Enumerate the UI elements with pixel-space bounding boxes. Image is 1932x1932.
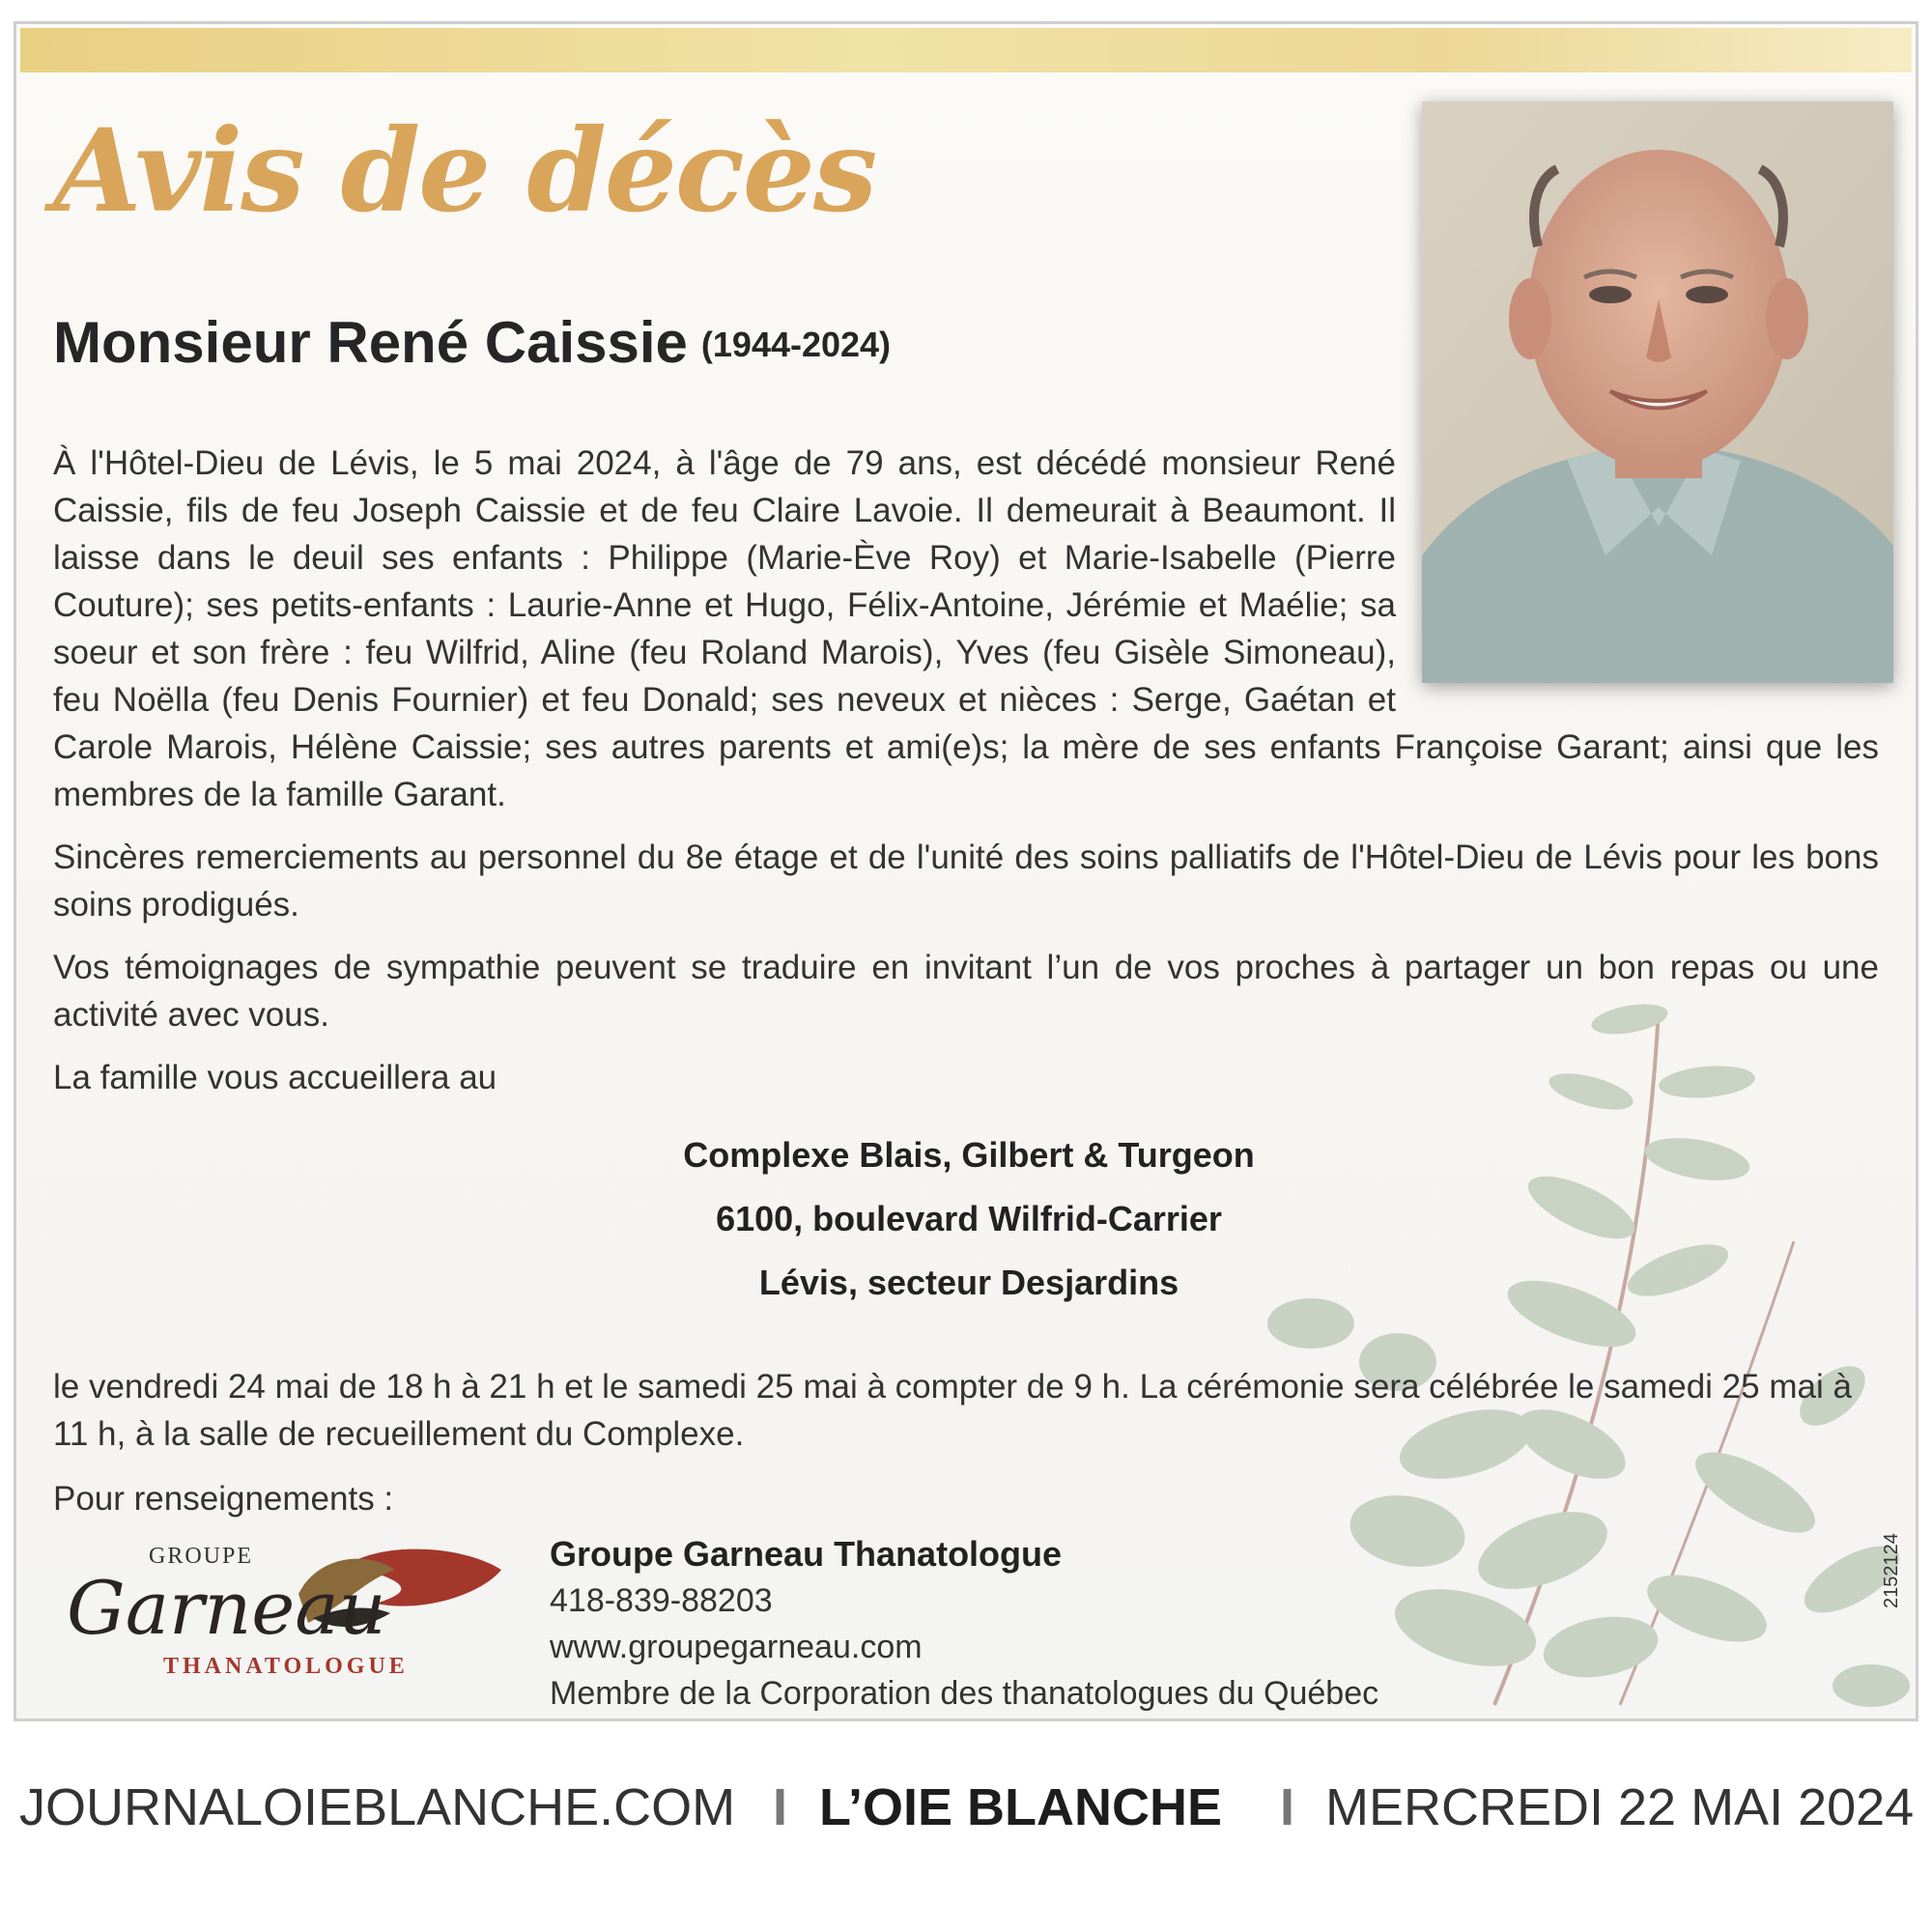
footer-paper-name: L’OIE BLANCHE bbox=[819, 1778, 1223, 1836]
obituary-body bbox=[53, 440, 1879, 1117]
obituary-paragraph-thanks: Sincères remerciements au personnel du 8e étage et de l'unité des soins palliatifs de l'Hôtel-Dieu de Lévis pour les bons soins prodigués. bbox=[53, 838, 1879, 923]
footer-site: JOURNALOIEBLANCHE.COM bbox=[19, 1778, 736, 1836]
logo-top-text: GROUPE bbox=[149, 1544, 254, 1569]
logo-main-text: Garneau bbox=[67, 1565, 386, 1651]
footer-date: MERCREDI 22 MAI 2024 bbox=[1325, 1778, 1915, 1836]
contact-membership: Membre de la Corporation des thanatologues du Québec bbox=[550, 1675, 1379, 1712]
venue-street: 6100, boulevard Wilfrid-Carrier bbox=[716, 1199, 1222, 1238]
footer-separator-2: I bbox=[1280, 1778, 1295, 1836]
footer-separator-1: I bbox=[773, 1778, 788, 1836]
notice-heading: Avis de décès bbox=[53, 103, 876, 238]
deceased-name: Monsieur René Caissie bbox=[53, 310, 688, 375]
schedule-section bbox=[53, 1363, 1879, 1540]
contact-phone: 418-839-88203 bbox=[550, 1582, 773, 1619]
page-footer bbox=[0, 1758, 1932, 1855]
deceased-name-line bbox=[53, 309, 891, 376]
deceased-years: (1944-2024) bbox=[700, 325, 892, 364]
info-label: Pour renseignements : bbox=[53, 1480, 394, 1518]
logo-bottom-text: THANATOLOGUE bbox=[163, 1654, 409, 1679]
gold-header-bar bbox=[20, 28, 1912, 72]
venue-name: Complexe Blais, Gilbert & Turgeon bbox=[683, 1135, 1255, 1175]
obituary-notice bbox=[14, 21, 1918, 1721]
contact-org: Groupe Garneau Thanatologue bbox=[550, 1534, 1063, 1574]
groupe-garneau-logo bbox=[57, 1536, 511, 1700]
venue-city: Lévis, secteur Desjardins bbox=[758, 1263, 1179, 1302]
contact-block bbox=[550, 1531, 1378, 1717]
obituary-paragraph-sympathy: Vos témoignages de sympathie peuvent se traduire en invitant l’un de vos proches à partager un bon repas ou une activité avec vous. bbox=[53, 949, 1879, 1034]
ad-reference-number: 2152124 bbox=[1881, 1533, 1902, 1608]
obituary-paragraph-main: À l'Hôtel-Dieu de Lévis, le 5 mai 2024, à l'âge de 79 ans, est décédé monsieur René Caissie, fils de feu Joseph Caissie et de feu Claire Lavoie. Il demeurait à Beaumont. Il laisse dans le deuil ses enfants : Philippe (Marie-Ève Roy) et Marie-Isabelle (Pierre Couture); ses petits-enfants : Laurie-Anne et Hugo, Félix-Antoine, Jérémie et Maélie; sa soeur et son frère : feu Wilfrid, Aline (feu Roland Marois), Yves (feu Gisèle Simoneau), feu Noëlla (feu Denis Fournier) et feu Donald; ses neveux et nièces : Serge, Gaétan et Carole Marois, Hélène Caissie; ses autres parents et ami(e)s; la mère de ses enfants Françoise Garant; ainsi que les membres de la famille Garant. bbox=[53, 444, 1879, 813]
photo-wrap-spacer bbox=[1396, 440, 1879, 700]
schedule-text: le vendredi 24 mai de 18 h à 21 h et le samedi 25 mai à compter de 9 h. La cérémonie sera célébrée le samedi 25 mai à 11 h, à la salle de recueillement du Complexe. bbox=[53, 1368, 1852, 1453]
contact-website: www.groupegarneau.com bbox=[550, 1629, 923, 1665]
obituary-paragraph-welcome: La famille vous accueillera au bbox=[53, 1059, 497, 1096]
